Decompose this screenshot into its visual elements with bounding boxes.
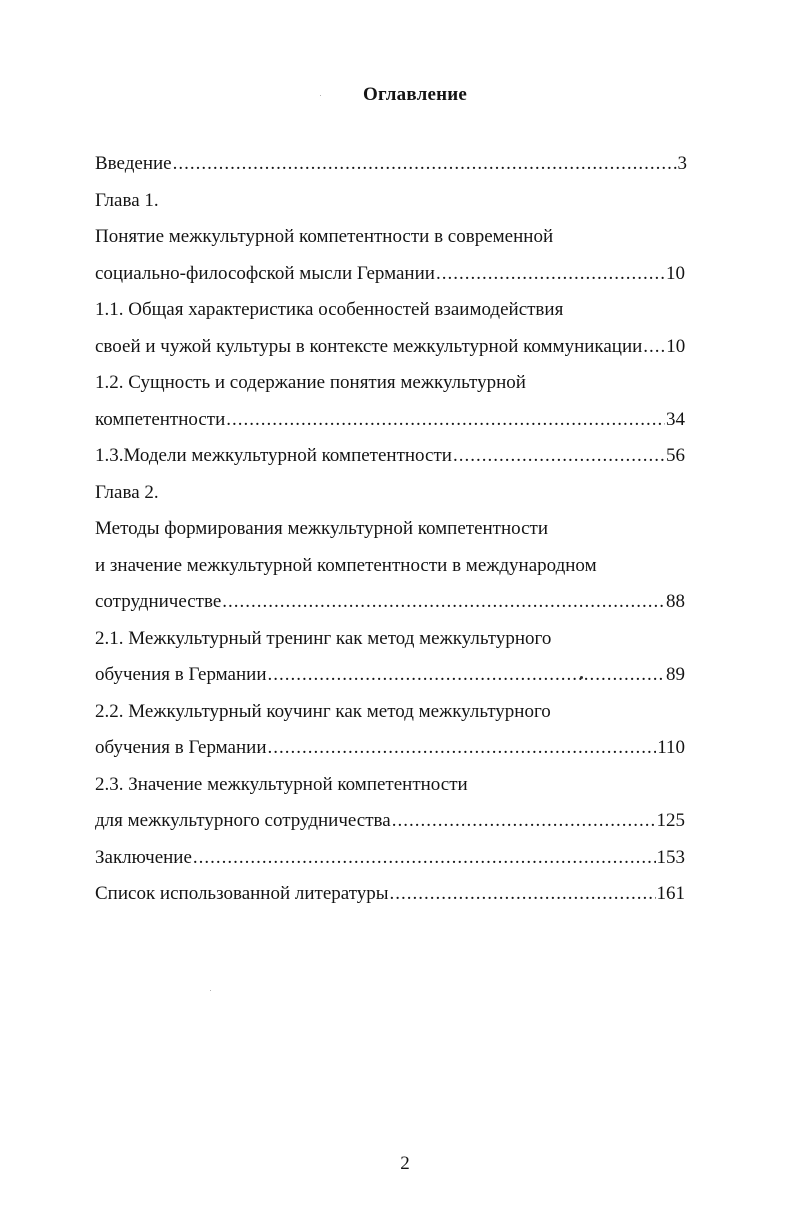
toc-entry-page: 3 — [677, 153, 687, 174]
toc-leader-dots — [392, 808, 656, 834]
page-title: Оглавление — [362, 84, 468, 105]
toc-entry-section-2-2 — [95, 735, 685, 772]
toc-entry-section-1-3 — [95, 443, 685, 480]
toc-entry-text: сотрудничестве — [95, 591, 222, 612]
toc-leader-dots — [268, 735, 657, 761]
toc-leader-dots — [436, 261, 665, 287]
toc-entry-text: Введение — [95, 153, 172, 174]
toc-section-2-1-title: 2.1. Межкультурный тренинг как метод межкультурного — [95, 627, 552, 649]
toc-entry-chapter-1 — [95, 261, 685, 298]
toc-leader-dots — [222, 589, 665, 615]
toc-entry-text: обучения в Германии — [95, 664, 267, 685]
toc-chapter-1-label: Глава 1. — [95, 189, 159, 211]
toc-entry-page: 153 — [656, 846, 685, 868]
toc-chapter-2-title-line-1: Методы формирования межкультурной компетентности — [95, 518, 549, 539]
table-of-contents — [95, 151, 695, 918]
toc-entry-text: для межкультурного сотрудничества — [95, 810, 391, 831]
toc-entry-page: 10 — [666, 262, 685, 284]
toc-section-2-2-title: 2.2. Межкультурный коучинг как метод межкультурного — [95, 700, 551, 722]
toc-entry-introduction — [95, 151, 687, 188]
toc-entry-section-1-2 — [95, 407, 685, 444]
toc-leader-dots — [193, 845, 656, 871]
toc-entry-text: компетентности — [95, 408, 226, 430]
toc-section-1-1-title: 1.1. Общая характеристика особенностей взаимодействия — [95, 299, 564, 320]
toc-chapter-2-label: Глава 2. — [95, 481, 159, 503]
toc-entry-page: 34 — [666, 408, 685, 430]
page-number: 2 — [400, 1153, 410, 1174]
toc-entry-page: 110 — [657, 737, 685, 758]
toc-section-2-3-title: 2.3. Значение межкультурной компетентности — [95, 773, 468, 795]
toc-entry-text: 1.3.Модели межкультурной компетентности — [95, 445, 452, 466]
toc-entry-page: 56 — [666, 445, 685, 466]
toc-entry-text: своей и чужой культуры в контексте межкультурной коммуникации — [95, 335, 643, 357]
toc-section-1-2-title: 1.2. Сущность и содержание понятия межкультурной — [95, 372, 526, 393]
toc-leader-dots — [173, 151, 677, 177]
toc-entry-section-2-3 — [95, 808, 685, 845]
toc-chapter-2-title-line-2: и значение межкультурной компетентности в международном — [95, 554, 597, 576]
toc-leader-dots — [268, 662, 666, 688]
toc-entry-section-2-1 — [95, 662, 685, 699]
toc-entry-text: Заключение — [95, 846, 192, 868]
toc-entry-text: социально-философской мысли Германии — [95, 262, 435, 284]
toc-chapter-1-title: Понятие межкультурной компетентности в современной — [95, 226, 554, 247]
toc-entry-section-1-1 — [95, 334, 691, 371]
toc-entry-bibliography — [95, 881, 685, 918]
toc-leader-dots — [226, 407, 665, 433]
toc-entry-conclusion — [95, 845, 685, 882]
scan-speck — [580, 676, 583, 679]
toc-entry-text: Список использованной литературы — [95, 883, 389, 904]
toc-entry-text: обучения в Германии — [95, 737, 267, 758]
scan-speck — [210, 990, 211, 991]
toc-leader-dots — [643, 334, 665, 360]
toc-leader-dots — [453, 443, 665, 469]
scan-speck — [320, 95, 321, 96]
toc-entry-page: 161 — [656, 883, 685, 904]
toc-leader-dots — [390, 881, 656, 907]
toc-entry-page: 125 — [656, 810, 685, 831]
toc-entry-page: 10 — [666, 335, 686, 357]
toc-entry-chapter-2 — [95, 589, 685, 626]
toc-entry-page: 88 — [666, 591, 685, 612]
toc-entry-page: 89 — [666, 664, 685, 685]
